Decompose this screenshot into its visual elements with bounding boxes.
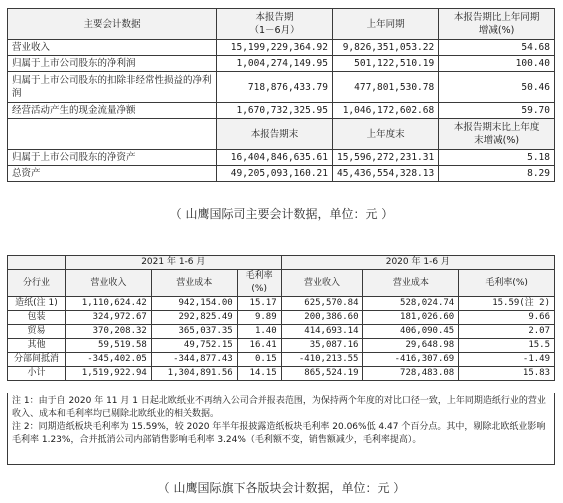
row-change: 59.70 bbox=[439, 103, 555, 119]
row-label: 营业收入 bbox=[8, 40, 217, 56]
row-prior: 15,596,272,231.31 bbox=[332, 150, 438, 166]
cost-2021: 49,752.15 bbox=[151, 339, 237, 353]
header-change-line2: 增减(%) bbox=[478, 25, 515, 36]
row-prior: 1,046,172,602.68 bbox=[332, 103, 438, 119]
revenue-2020: 625,570.84 bbox=[281, 297, 363, 311]
revenue-2021: 1,519,922.94 bbox=[65, 367, 151, 381]
margin-2020: 15.5 bbox=[459, 339, 555, 353]
row-change: 54.68 bbox=[439, 40, 555, 56]
row-label: 归属于上市公司股东的扣除非经常性损益的净利润 bbox=[8, 72, 217, 103]
note-2: 注 2：同期造纸板块毛利率为 15.59%，较 2020 年半年报披露造纸板块毛利率 20.06%低 4.47 个百分点。其中，剔除北欧纸业影响毛利率 1.23%，合并抵消公司内部销售影响毛利率 3.24%（毛利额不变，销售额减少，毛利率提高）。 bbox=[12, 422, 546, 445]
table2-header-row bbox=[8, 270, 555, 297]
margin-2021: 15.17 bbox=[237, 297, 281, 311]
subheader-current: 本报告期末 bbox=[217, 119, 333, 150]
table-row bbox=[8, 311, 555, 325]
revenue-2021: 59,519.58 bbox=[65, 339, 151, 353]
table-row bbox=[8, 166, 555, 182]
period-empty bbox=[8, 256, 66, 270]
table-row bbox=[8, 297, 555, 311]
header-current-line1: 本报告期 bbox=[255, 12, 294, 23]
margin-2021: 16.41 bbox=[237, 339, 281, 353]
cost-2020: 528,024.74 bbox=[363, 297, 459, 311]
revenue-2020: 865,524.19 bbox=[281, 367, 363, 381]
row-prior: 477,801,530.78 bbox=[332, 72, 438, 103]
row-change: 5.18 bbox=[439, 150, 555, 166]
header-margin-line1: 毛利率 bbox=[245, 271, 273, 281]
segment-label: 造纸(注 1) bbox=[8, 297, 66, 311]
header-change bbox=[439, 9, 555, 40]
revenue-2020: -410,213.55 bbox=[281, 353, 363, 367]
row-label: 经营活动产生的现金流量净额 bbox=[8, 103, 217, 119]
caption-main-data: （ 山鹰国际司主要会计数据，单位：元 ） bbox=[169, 207, 394, 221]
cost-2021: -344,877.43 bbox=[151, 353, 237, 367]
table1-header-row bbox=[8, 9, 555, 40]
cost-2021: 365,037.35 bbox=[151, 325, 237, 339]
row-prior: 9,826,351,053.22 bbox=[332, 40, 438, 56]
table-row bbox=[8, 103, 555, 119]
header-change-line1: 本报告期比上年同期 bbox=[453, 12, 540, 23]
table-row bbox=[8, 40, 555, 56]
row-prior: 501,122,510.19 bbox=[332, 56, 438, 72]
margin-2020: 15.59(注 2) bbox=[459, 297, 555, 311]
row-current: 1,004,274,149.95 bbox=[217, 56, 333, 72]
subheader-change-line2: 末增减(%) bbox=[474, 135, 520, 146]
table-notes bbox=[7, 393, 555, 465]
row-label: 总资产 bbox=[8, 166, 217, 182]
table-row bbox=[8, 353, 555, 367]
header-margin-2020: 毛利率(%) bbox=[459, 270, 555, 297]
revenue-2021: 324,972.67 bbox=[65, 311, 151, 325]
segment-label: 贸易 bbox=[8, 325, 66, 339]
cost-2020: 728,483.08 bbox=[363, 367, 459, 381]
revenue-2020: 414,693.14 bbox=[281, 325, 363, 339]
header-cost-2020: 营业成本 bbox=[363, 270, 459, 297]
header-current-line2: （1－6月） bbox=[249, 25, 300, 36]
revenue-2021: -345,402.05 bbox=[65, 353, 151, 367]
table-row bbox=[8, 72, 555, 103]
header-revenue-2020: 营业收入 bbox=[281, 270, 363, 297]
table-row bbox=[8, 56, 555, 72]
cost-2020: 29,648.98 bbox=[363, 339, 459, 353]
segment-label: 包装 bbox=[8, 311, 66, 325]
table-row bbox=[8, 339, 555, 353]
cost-2020: 406,090.45 bbox=[363, 325, 459, 339]
header-segment: 分行业 bbox=[8, 270, 66, 297]
revenue-2020: 200,386.60 bbox=[281, 311, 363, 325]
row-current: 49,205,093,160.21 bbox=[217, 166, 333, 182]
row-current: 718,876,433.79 bbox=[217, 72, 333, 103]
header-current bbox=[217, 9, 333, 40]
subheader-change bbox=[439, 119, 555, 150]
subheader-prior: 上年度末 bbox=[332, 119, 438, 150]
header-cost-2021: 营业成本 bbox=[151, 270, 237, 297]
margin-2021: 9.89 bbox=[237, 311, 281, 325]
row-change: 50.46 bbox=[439, 72, 555, 103]
row-label: 归属于上市公司股东的净利润 bbox=[8, 56, 217, 72]
cost-2021: 1,304,891.56 bbox=[151, 367, 237, 381]
row-label: 归属于上市公司股东的净资产 bbox=[8, 150, 217, 166]
header-prior: 上年同期 bbox=[332, 9, 438, 40]
revenue-2020: 35,087.16 bbox=[281, 339, 363, 353]
table2-period-row bbox=[8, 256, 555, 270]
cost-2021: 942,154.00 bbox=[151, 297, 237, 311]
row-change: 8.29 bbox=[439, 166, 555, 182]
subheader-change-line1: 本报告期末比上年度 bbox=[453, 122, 540, 133]
note-1: 注 1：由于自 2020 年 11 月 1 日起北欧纸业不再纳入公司合并报表范围，为保持两个年度的对比口径一致，上年同期造纸行业的营业收入、成本和毛利率均已剔除北欧纸业的相关数据。 bbox=[12, 396, 546, 419]
row-prior: 45,436,554,328.13 bbox=[332, 166, 438, 182]
header-revenue-2021: 营业收入 bbox=[65, 270, 151, 297]
margin-2021: 0.15 bbox=[237, 353, 281, 367]
margin-2020: 2.07 bbox=[459, 325, 555, 339]
cost-2020: -416,307.69 bbox=[363, 353, 459, 367]
cost-2021: 292,825.49 bbox=[151, 311, 237, 325]
segment-accounting-table bbox=[7, 255, 555, 381]
row-current: 15,199,229,364.92 bbox=[217, 40, 333, 56]
margin-2021: 1.40 bbox=[237, 325, 281, 339]
margin-2020: 9.66 bbox=[459, 311, 555, 325]
revenue-2021: 370,208.32 bbox=[65, 325, 151, 339]
margin-2020: 15.83 bbox=[459, 367, 555, 381]
header-margin-2021 bbox=[237, 270, 281, 297]
main-accounting-table bbox=[7, 8, 555, 182]
margin-2021: 14.15 bbox=[237, 367, 281, 381]
revenue-2021: 1,110,624.42 bbox=[65, 297, 151, 311]
header-label: 主要会计数据 bbox=[8, 9, 217, 40]
table-row bbox=[8, 150, 555, 166]
table-row bbox=[8, 367, 555, 381]
segment-label: 分部间抵消 bbox=[8, 353, 66, 367]
margin-2020: -1.49 bbox=[459, 353, 555, 367]
segment-label: 其他 bbox=[8, 339, 66, 353]
row-current: 1,670,732,325.95 bbox=[217, 103, 333, 119]
period-2021: 2021 年 1-6 月 bbox=[65, 256, 281, 270]
table1-subheader-row bbox=[8, 119, 555, 150]
table-row bbox=[8, 325, 555, 339]
row-current: 16,404,846,635.61 bbox=[217, 150, 333, 166]
row-change: 100.40 bbox=[439, 56, 555, 72]
header-margin-line2: (%) bbox=[251, 284, 267, 294]
subheader-empty bbox=[8, 119, 217, 150]
segment-label: 小计 bbox=[8, 367, 66, 381]
caption-segment-data: （ 山鹰国际旗下各版块会计数据，单位：元 ） bbox=[157, 481, 406, 495]
cost-2020: 181,026.60 bbox=[363, 311, 459, 325]
period-2020: 2020 年 1-6 月 bbox=[281, 256, 554, 270]
